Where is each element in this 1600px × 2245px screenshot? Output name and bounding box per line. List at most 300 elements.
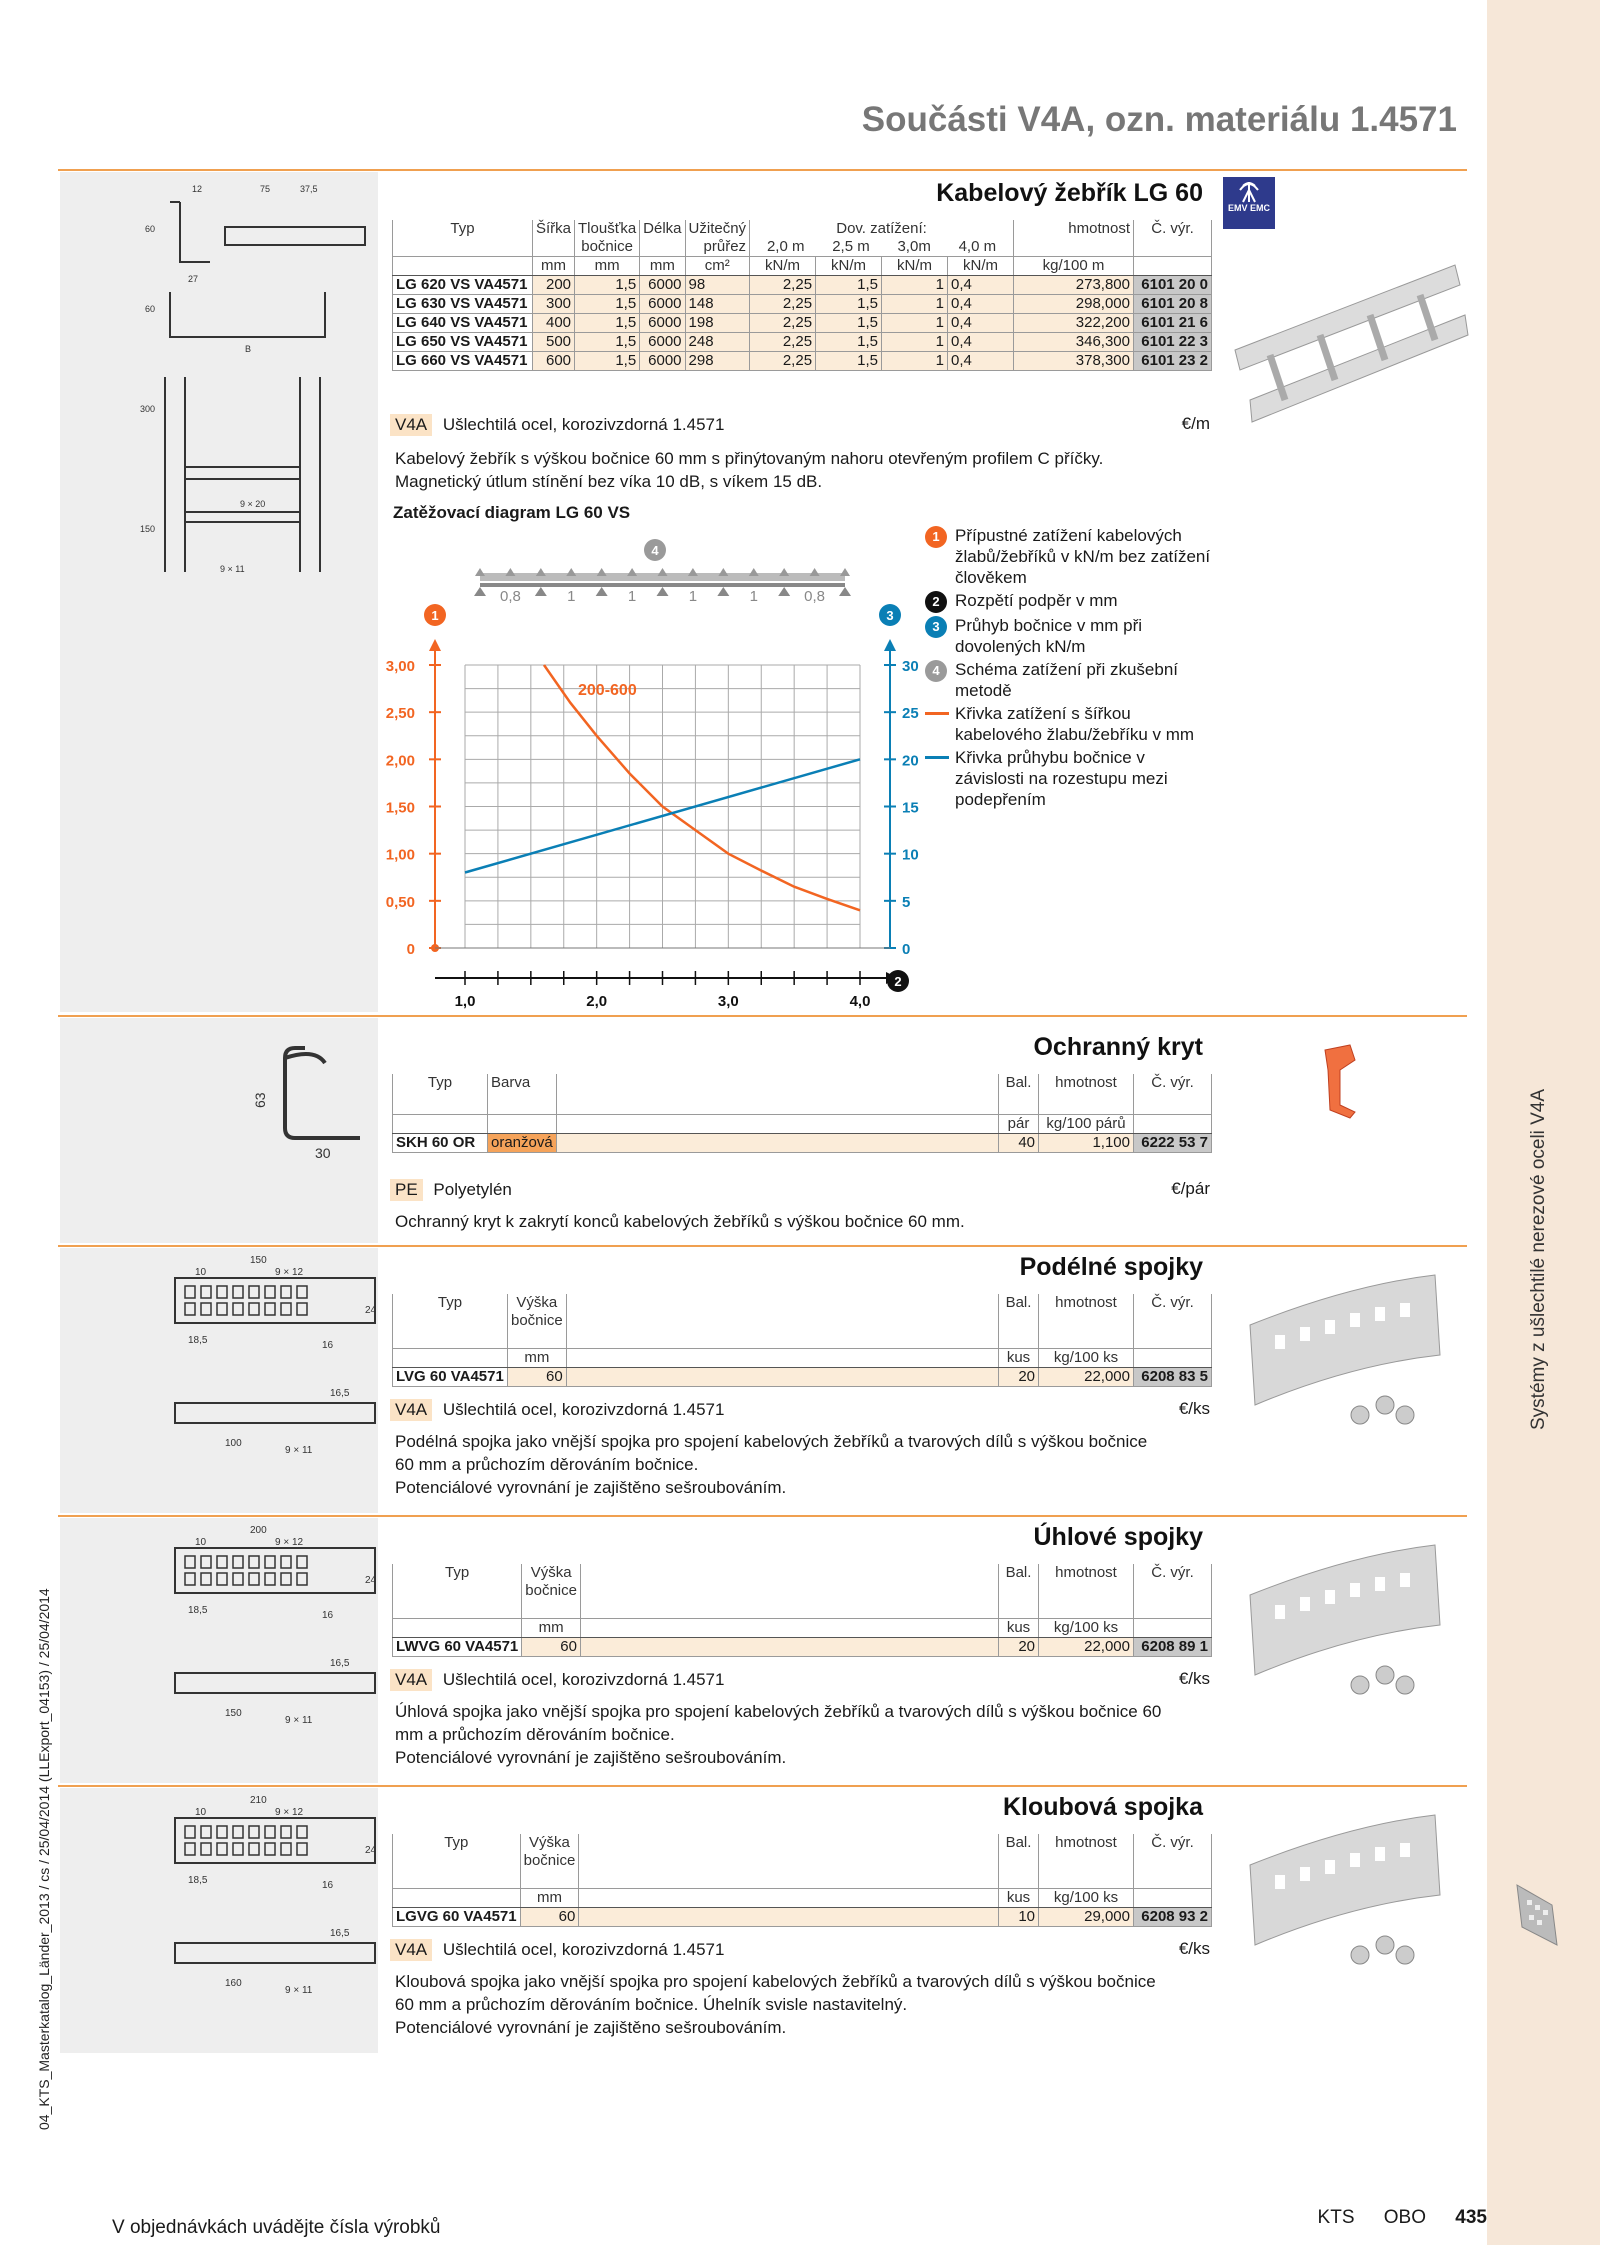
cell-l4: 0,4	[948, 333, 1014, 352]
cell-l1: 2,25	[750, 314, 816, 333]
load-scheme-arrow	[840, 568, 850, 576]
cell-thickness: 1,5	[575, 314, 640, 333]
angle-description	[395, 1700, 1165, 1769]
unit-height: mm	[522, 1618, 581, 1637]
price-unit: €/pár	[1171, 1179, 1210, 1198]
dim-g: 9 × 11	[285, 1445, 313, 1456]
material-code: V4A	[390, 1669, 432, 1691]
hinge-technical-drawing	[60, 1788, 378, 2053]
col-order: Č. výr.	[1134, 1564, 1212, 1600]
load-scheme-arrow	[779, 568, 789, 576]
ladder-technical-drawing	[60, 172, 378, 1012]
description-line: Ochranný kryt k zakrytí konců kabelových žebříků s výškou bočnice 60 mm.	[395, 1212, 965, 1231]
material-text: Ušlechtilá ocel, korozivzdorná 1.4571	[442, 415, 725, 434]
longitudinal-drawing-panel	[60, 1248, 378, 1513]
cell-width: 200	[533, 276, 575, 295]
side-product-icon	[1507, 1875, 1567, 1955]
ladder-material-line	[390, 414, 1210, 436]
dim-b: 24	[365, 1575, 377, 1586]
angle-product-image	[1230, 1535, 1460, 1715]
description-line: Kabelový žebřík s výškou bočnice 60 mm s přinýtovaným nahoru otevřeným profilem C příčky.	[395, 449, 1104, 468]
chart-badge-number: 1	[431, 608, 439, 623]
cell-height: 60	[520, 1907, 579, 1926]
table-row	[393, 333, 1212, 352]
cell-typ: LG 640 VS VA4571	[393, 314, 533, 333]
dim-f: 160	[225, 1978, 242, 1989]
section-divider	[58, 1245, 1467, 1247]
load-scheme-label: 0,8	[804, 588, 826, 605]
cell-thickness: 1,5	[575, 276, 640, 295]
legend-text: Rozpětí podpěr v mm	[955, 591, 1118, 610]
cell-weight: 22,000	[1039, 1367, 1134, 1386]
angle-material-line	[390, 1669, 1210, 1691]
cell-order: 6208 93 2	[1134, 1907, 1212, 1926]
cell-weight: 22,000	[1039, 1637, 1134, 1656]
cover-drawing-panel	[60, 1018, 378, 1243]
cell-cross: 148	[685, 295, 750, 314]
ladder-title: Kabelový žebřík LG 60	[936, 179, 1203, 207]
table-row	[393, 352, 1212, 371]
col-weight: hmotnost	[1039, 1074, 1134, 1092]
cover-product-image	[1310, 1040, 1370, 1120]
load-scheme-label: 1	[627, 588, 637, 605]
legend-text: Křivka zatížení s šířkou kabelového žlabu/žebříku v mm	[955, 704, 1195, 744]
unit-pack: pár	[999, 1114, 1039, 1133]
cell-length: 6000	[640, 295, 685, 314]
col-weight: hmotnost	[1039, 1294, 1134, 1330]
unit-height: mm	[520, 1888, 579, 1907]
cell-width: 500	[533, 333, 575, 352]
description-line: Potenciálové vyrovnání je zajištěno sešroubováním.	[395, 1748, 787, 1767]
left-axis-arrow	[429, 639, 441, 651]
col-typ: Typ	[393, 1834, 521, 1870]
cell-l1: 2,25	[750, 333, 816, 352]
dim-c: 18,5	[188, 1605, 208, 1616]
legend-item	[925, 590, 1215, 613]
cell-thickness: 1,5	[575, 333, 640, 352]
unit-length: mm	[640, 257, 685, 276]
load-scheme-arrow	[536, 568, 546, 576]
chart-badge-number: 3	[886, 608, 894, 623]
right-tick-label: 5	[902, 893, 911, 911]
load-scheme-support	[778, 587, 790, 596]
cell-l3: 1	[882, 276, 948, 295]
right-tick-label: 25	[902, 705, 919, 723]
col-pack: Bal.	[999, 1074, 1039, 1092]
ladder-drawing-panel	[60, 172, 378, 1012]
col-order: Č. výr.	[1134, 1294, 1212, 1330]
cell-l2: 1,5	[816, 352, 882, 371]
unit-weight: kg/100 ks	[1039, 1888, 1134, 1907]
dim-a: 10	[195, 1267, 207, 1278]
unit-pack: kus	[999, 1618, 1039, 1637]
description-line: Potenciálové vyrovnání je zajištěno sešroubováním.	[395, 2018, 787, 2037]
cell-cross: 98	[685, 276, 750, 295]
dim-c: 18,5	[188, 1875, 208, 1886]
dim-holes: 9 × 12	[275, 1267, 304, 1278]
price-unit: €/m	[1181, 414, 1210, 433]
cell-width: 300	[533, 295, 575, 314]
load-scheme-label: 1	[749, 588, 758, 605]
col-cross: Užitečný průřez	[685, 220, 750, 257]
svg-text:9 × 20: 9 × 20	[240, 499, 266, 509]
catalog-footer-vertical: 04_KTS_Masterkatalog_Länder_2013 / cs / 25/04/2014 (LLExport_04153) / 25/04/2014	[36, 1588, 52, 2130]
svg-text:60: 60	[145, 224, 156, 234]
table-row	[393, 295, 1212, 314]
dim-g: 9 × 11	[285, 1985, 313, 1996]
cell-order: 6101 20 0	[1134, 276, 1212, 295]
cell-weight: 273,800	[1014, 276, 1134, 295]
cover-title: Ochranný kryt	[1033, 1033, 1203, 1061]
cell-typ: LG 650 VS VA4571	[393, 333, 533, 352]
col-width: Šířka	[533, 220, 575, 257]
cell-thickness: 1,5	[575, 352, 640, 371]
cell-pack: 40	[999, 1133, 1039, 1152]
col-pack: Bal.	[999, 1834, 1039, 1870]
cell-height: 60	[508, 1367, 567, 1386]
cell-order: 6208 83 5	[1134, 1367, 1212, 1386]
dim-f: 150	[225, 1708, 242, 1719]
unit-load-1: kN/m	[750, 257, 816, 276]
unit-height: mm	[508, 1348, 567, 1367]
dim-height: 63	[252, 1092, 268, 1108]
cell-l1: 2,25	[750, 295, 816, 314]
hinge-drawing-panel	[60, 1788, 378, 2053]
cell-order: 6101 20 8	[1134, 295, 1212, 314]
cell-typ: SKH 60 OR	[393, 1133, 488, 1152]
description-line: Magnetický útlum stínění bez víka 10 dB, s víkem 15 dB.	[395, 472, 823, 491]
x-tick-label: 3,0	[717, 993, 739, 1010]
legend-text: Křivka průhybu bočnice v závislosti na rozestupu mezi podepřením	[955, 748, 1168, 809]
cell-weight: 346,300	[1014, 333, 1134, 352]
dim-d: 16	[322, 1340, 334, 1351]
load-header: Dov. zatížení:	[836, 220, 927, 237]
unit-weight: kg/100 m	[1014, 257, 1134, 276]
cell-l1: 2,25	[750, 276, 816, 295]
dim-b: 24	[365, 1845, 377, 1856]
unit-load-3: kN/m	[882, 257, 948, 276]
col-height: Výška bočnice	[520, 1834, 579, 1870]
description-line: Podélná spojka jako vnější spojka pro spojení kabelových žebříků a tvarových dílů s výškou bočnice 60 mm a průchozím děrováním bočnice.	[395, 1432, 1148, 1474]
cell-weight: 1,100	[1039, 1133, 1134, 1152]
antenna-icon	[1237, 180, 1261, 202]
svg-text:27: 27	[188, 274, 199, 284]
cell-l1: 2,25	[750, 352, 816, 371]
cell-width: 600	[533, 352, 575, 371]
col-order: Č. výr.	[1134, 1074, 1212, 1092]
section-divider	[58, 1015, 1467, 1017]
load-diagram-chart	[380, 530, 919, 1010]
section-divider	[58, 169, 1467, 171]
section-divider	[58, 1515, 1467, 1517]
right-axis-arrow	[884, 639, 896, 651]
load-curve-label: 200-600	[578, 682, 637, 699]
ladder-description	[395, 447, 1215, 493]
price-unit: €/ks	[1178, 1399, 1210, 1418]
cell-l2: 1,5	[816, 333, 882, 352]
cell-l2: 1,5	[816, 295, 882, 314]
dim-width: 30	[315, 1145, 331, 1161]
unit-load-4: kN/m	[948, 257, 1014, 276]
load-scheme-support	[657, 587, 669, 596]
footer-obo: OBO	[1383, 2207, 1427, 2228]
material-text: Ušlechtilá ocel, korozivzdorná 1.4571	[442, 1940, 725, 1959]
cell-l3: 1	[882, 352, 948, 371]
legend-text: Přípustné zatížení kabelových žlabů/žebříků v kN/m bez zatížení člověkem	[955, 526, 1211, 587]
load-scheme-arrow	[475, 568, 485, 576]
right-tick-label: 10	[902, 846, 919, 864]
legend-item	[925, 703, 1215, 745]
cell-cross: 198	[685, 314, 750, 333]
footer-brand	[1318, 2207, 1487, 2229]
load-scheme-label: 1	[567, 588, 576, 605]
load-scheme-arrow	[505, 568, 515, 576]
svg-text:37,5: 37,5	[300, 184, 318, 194]
col-length: Délka	[640, 220, 685, 257]
cell-l4: 0,4	[948, 352, 1014, 371]
dim-e: 16,5	[330, 1928, 350, 1939]
table-header-row	[393, 220, 1212, 257]
longitudinal-material-line	[390, 1399, 1210, 1421]
cell-l3: 1	[882, 333, 948, 352]
cell-l2: 1,5	[816, 276, 882, 295]
cell-l3: 1	[882, 314, 948, 333]
load-scheme-arrow	[810, 568, 820, 576]
legend-item	[925, 659, 1215, 701]
cell-weight: 378,300	[1014, 352, 1134, 371]
svg-text:12: 12	[192, 184, 203, 194]
table-row	[393, 1637, 1212, 1656]
ladder-table-body	[393, 276, 1212, 371]
cell-order: 6101 21 6	[1134, 314, 1212, 333]
cover-material-line	[390, 1179, 1210, 1201]
page-title: Součásti V4A, ozn. materiálu 1.4571	[861, 100, 1457, 139]
material-code: PE	[390, 1179, 423, 1201]
legend-number-badge: 1	[925, 526, 947, 548]
load-scheme-arrow	[627, 568, 637, 576]
load-scheme-arrow	[566, 568, 576, 576]
svg-text:60: 60	[145, 304, 156, 314]
right-tick-label: 30	[902, 658, 919, 675]
price-unit: €/ks	[1178, 1939, 1210, 1958]
legend-item	[925, 525, 1215, 588]
unit-weight: kg/100 ks	[1039, 1618, 1134, 1637]
load-scheme-arrow	[718, 568, 728, 576]
col-thickness: Tloušťka bočnice	[575, 220, 640, 257]
load-span-4: 4,0 m	[958, 238, 997, 255]
cell-order: 6101 22 3	[1134, 333, 1212, 352]
right-tick-label: 15	[902, 799, 919, 817]
cell-l2: 1,5	[816, 314, 882, 333]
cover-table	[392, 1074, 1212, 1153]
load-scheme-support	[474, 587, 486, 596]
table-row	[393, 276, 1212, 295]
section-divider	[58, 1785, 1467, 1787]
col-weight: hmotnost	[1039, 1564, 1134, 1600]
right-tick-label: 0	[902, 941, 911, 958]
hinge-table	[392, 1834, 1212, 1927]
legend-number-badge: 2	[925, 591, 947, 613]
cell-cross: 248	[685, 333, 750, 352]
load-curve	[544, 665, 860, 910]
load-scheme-label: 0,8	[499, 588, 521, 605]
hinge-product-image	[1230, 1805, 1460, 1985]
legend-text: Schéma zatížení při zkušební metodě	[955, 660, 1179, 700]
col-typ: Typ	[393, 220, 533, 257]
chart-badge-number: 2	[894, 974, 902, 989]
hinge-description	[395, 1970, 1165, 2039]
unit-pack: kus	[999, 1348, 1039, 1367]
load-scheme-support	[717, 587, 729, 596]
angle-title: Úhlové spojky	[1033, 1523, 1203, 1551]
load-scheme-support	[535, 587, 547, 596]
cell-pack: 20	[999, 1367, 1039, 1386]
load-scheme-arrow	[688, 568, 698, 576]
description-line: Úhlová spojka jako vnější spojka pro spojení kabelových žebříků a tvarových dílů s výškou bočnice 60 mm a průchozím děrováním bočnice.	[395, 1702, 1162, 1744]
table-row	[393, 1133, 1212, 1152]
dim-g: 9 × 11	[285, 1715, 313, 1726]
longitudinal-title: Podélné spojky	[1019, 1253, 1203, 1281]
right-tick-label: 20	[902, 752, 919, 770]
material-text: Ušlechtilá ocel, korozivzdorná 1.4571	[442, 1670, 725, 1689]
cell-pack: 20	[999, 1637, 1039, 1656]
col-typ: Typ	[393, 1074, 488, 1092]
svg-text:9 × 11: 9 × 11	[220, 564, 245, 574]
description-line: Kloubová spojka jako vnější spojka pro spojení kabelových žebříků a tvarových dílů s výškou bočnice 60 mm a průchozím děrováním bočnice. Úhelník svisle nastavitelný.	[395, 1972, 1156, 2014]
cell-length: 6000	[640, 314, 685, 333]
cell-typ: LG 630 VS VA4571	[393, 295, 533, 314]
dim-total: 150	[250, 1255, 267, 1266]
cell-color: oranžová	[488, 1133, 557, 1152]
col-pack: Bal.	[999, 1564, 1039, 1600]
svg-text:75: 75	[260, 184, 271, 194]
legend-item	[925, 615, 1215, 657]
dim-a: 10	[195, 1537, 207, 1548]
load-scheme-support	[839, 587, 851, 596]
longitudinal-description	[395, 1430, 1165, 1499]
unit-weight: kg/100 párů	[1039, 1114, 1134, 1133]
material-text: Ušlechtilá ocel, korozivzdorná 1.4571	[442, 1400, 725, 1419]
cell-weight: 322,200	[1014, 314, 1134, 333]
load-scheme-label: 1	[688, 588, 698, 605]
dim-a: 10	[195, 1807, 207, 1818]
dim-f: 100	[225, 1438, 242, 1449]
cell-l4: 0,4	[948, 295, 1014, 314]
cell-length: 6000	[640, 276, 685, 295]
left-tick-label: 0	[406, 941, 415, 958]
cell-l4: 0,4	[948, 276, 1014, 295]
col-color: Barva	[488, 1074, 557, 1092]
cover-description	[395, 1210, 1215, 1233]
emv-emc-badge	[1223, 177, 1275, 229]
angle-drawing-panel	[60, 1518, 378, 1783]
col-height: Výška bočnice	[522, 1564, 581, 1600]
left-tick-label: 3,00	[385, 658, 415, 675]
table-row	[393, 314, 1212, 333]
left-tick-label: 2,50	[385, 705, 415, 723]
x-tick-label: 1,0	[454, 993, 476, 1010]
col-load	[750, 220, 1014, 257]
legend-text: Průhyb bočnice v mm při dovolených kN/m	[955, 616, 1143, 656]
col-order: Č. výr.	[1134, 220, 1212, 257]
dim-e: 16,5	[330, 1658, 350, 1669]
price-unit: €/ks	[1178, 1669, 1210, 1688]
x-tick-label: 4,0	[849, 993, 871, 1010]
dim-total: 210	[250, 1795, 267, 1806]
left-tick-label: 2,00	[385, 752, 415, 770]
load-span-2: 2,5 m	[832, 238, 870, 255]
legend-line-swatch	[925, 756, 949, 759]
footer-note: V objednávkách uvádějte čísla výrobků	[112, 2217, 441, 2238]
x-tick-label: 2,0	[586, 993, 608, 1010]
cell-order: 6101 23 2	[1134, 352, 1212, 371]
left-tick-label: 1,50	[385, 799, 415, 817]
unit-pack: kus	[999, 1888, 1039, 1907]
material-text: Polyetylén	[433, 1180, 512, 1199]
cell-weight: 29,000	[1039, 1907, 1134, 1926]
material-code: V4A	[390, 414, 432, 436]
cell-cross: 298	[685, 352, 750, 371]
col-height: Výška bočnice	[508, 1294, 567, 1330]
col-weight: hmotnost	[1014, 220, 1134, 257]
longitudinal-technical-drawing	[60, 1248, 378, 1513]
table-row	[393, 1907, 1212, 1926]
dim-c: 18,5	[188, 1335, 208, 1346]
cell-length: 6000	[640, 352, 685, 371]
cover-technical-drawing	[60, 1018, 378, 1243]
cell-thickness: 1,5	[575, 295, 640, 314]
unit-weight: kg/100 ks	[1039, 1348, 1134, 1367]
dim-d: 16	[322, 1610, 334, 1621]
cell-typ: LG 620 VS VA4571	[393, 276, 533, 295]
load-scheme-support	[596, 587, 608, 596]
left-tick-label: 1,00	[385, 846, 415, 864]
ladder-product-image	[1230, 250, 1470, 430]
legend-item	[925, 747, 1215, 810]
unit-width: mm	[533, 257, 575, 276]
page-number: 435	[1455, 2207, 1487, 2228]
cell-order: 6208 89 1	[1134, 1637, 1212, 1656]
svg-text:300: 300	[140, 404, 156, 414]
cell-l3: 1	[882, 295, 948, 314]
cell-pack: 10	[999, 1907, 1039, 1926]
table-units-row	[393, 257, 1212, 276]
cell-width: 400	[533, 314, 575, 333]
col-weight: hmotnost	[1039, 1834, 1134, 1870]
emv-badge-text: EMV EMC	[1228, 203, 1271, 213]
load-scheme-arrow	[749, 568, 759, 576]
cell-l4: 0,4	[948, 314, 1014, 333]
longitudinal-table	[392, 1294, 1212, 1387]
cell-typ: LGVG 60 VA4571	[393, 1907, 521, 1926]
cell-typ: LWVG 60 VA4571	[393, 1637, 522, 1656]
col-typ: Typ	[393, 1294, 508, 1330]
material-code: V4A	[390, 1399, 432, 1421]
load-span-3: 3,0m	[897, 238, 931, 255]
angle-table	[392, 1564, 1212, 1657]
unit-load-2: kN/m	[816, 257, 882, 276]
load-scheme-arrow	[658, 568, 668, 576]
material-code: V4A	[390, 1939, 432, 1961]
chart-badge-number: 4	[651, 543, 659, 558]
col-typ: Typ	[393, 1564, 522, 1600]
legend-number-badge: 4	[925, 660, 947, 682]
angle-technical-drawing	[60, 1518, 378, 1783]
hinge-material-line	[390, 1939, 1210, 1961]
table-row	[393, 1367, 1212, 1386]
dim-b: 24	[365, 1305, 377, 1316]
dim-e: 16,5	[330, 1388, 350, 1399]
